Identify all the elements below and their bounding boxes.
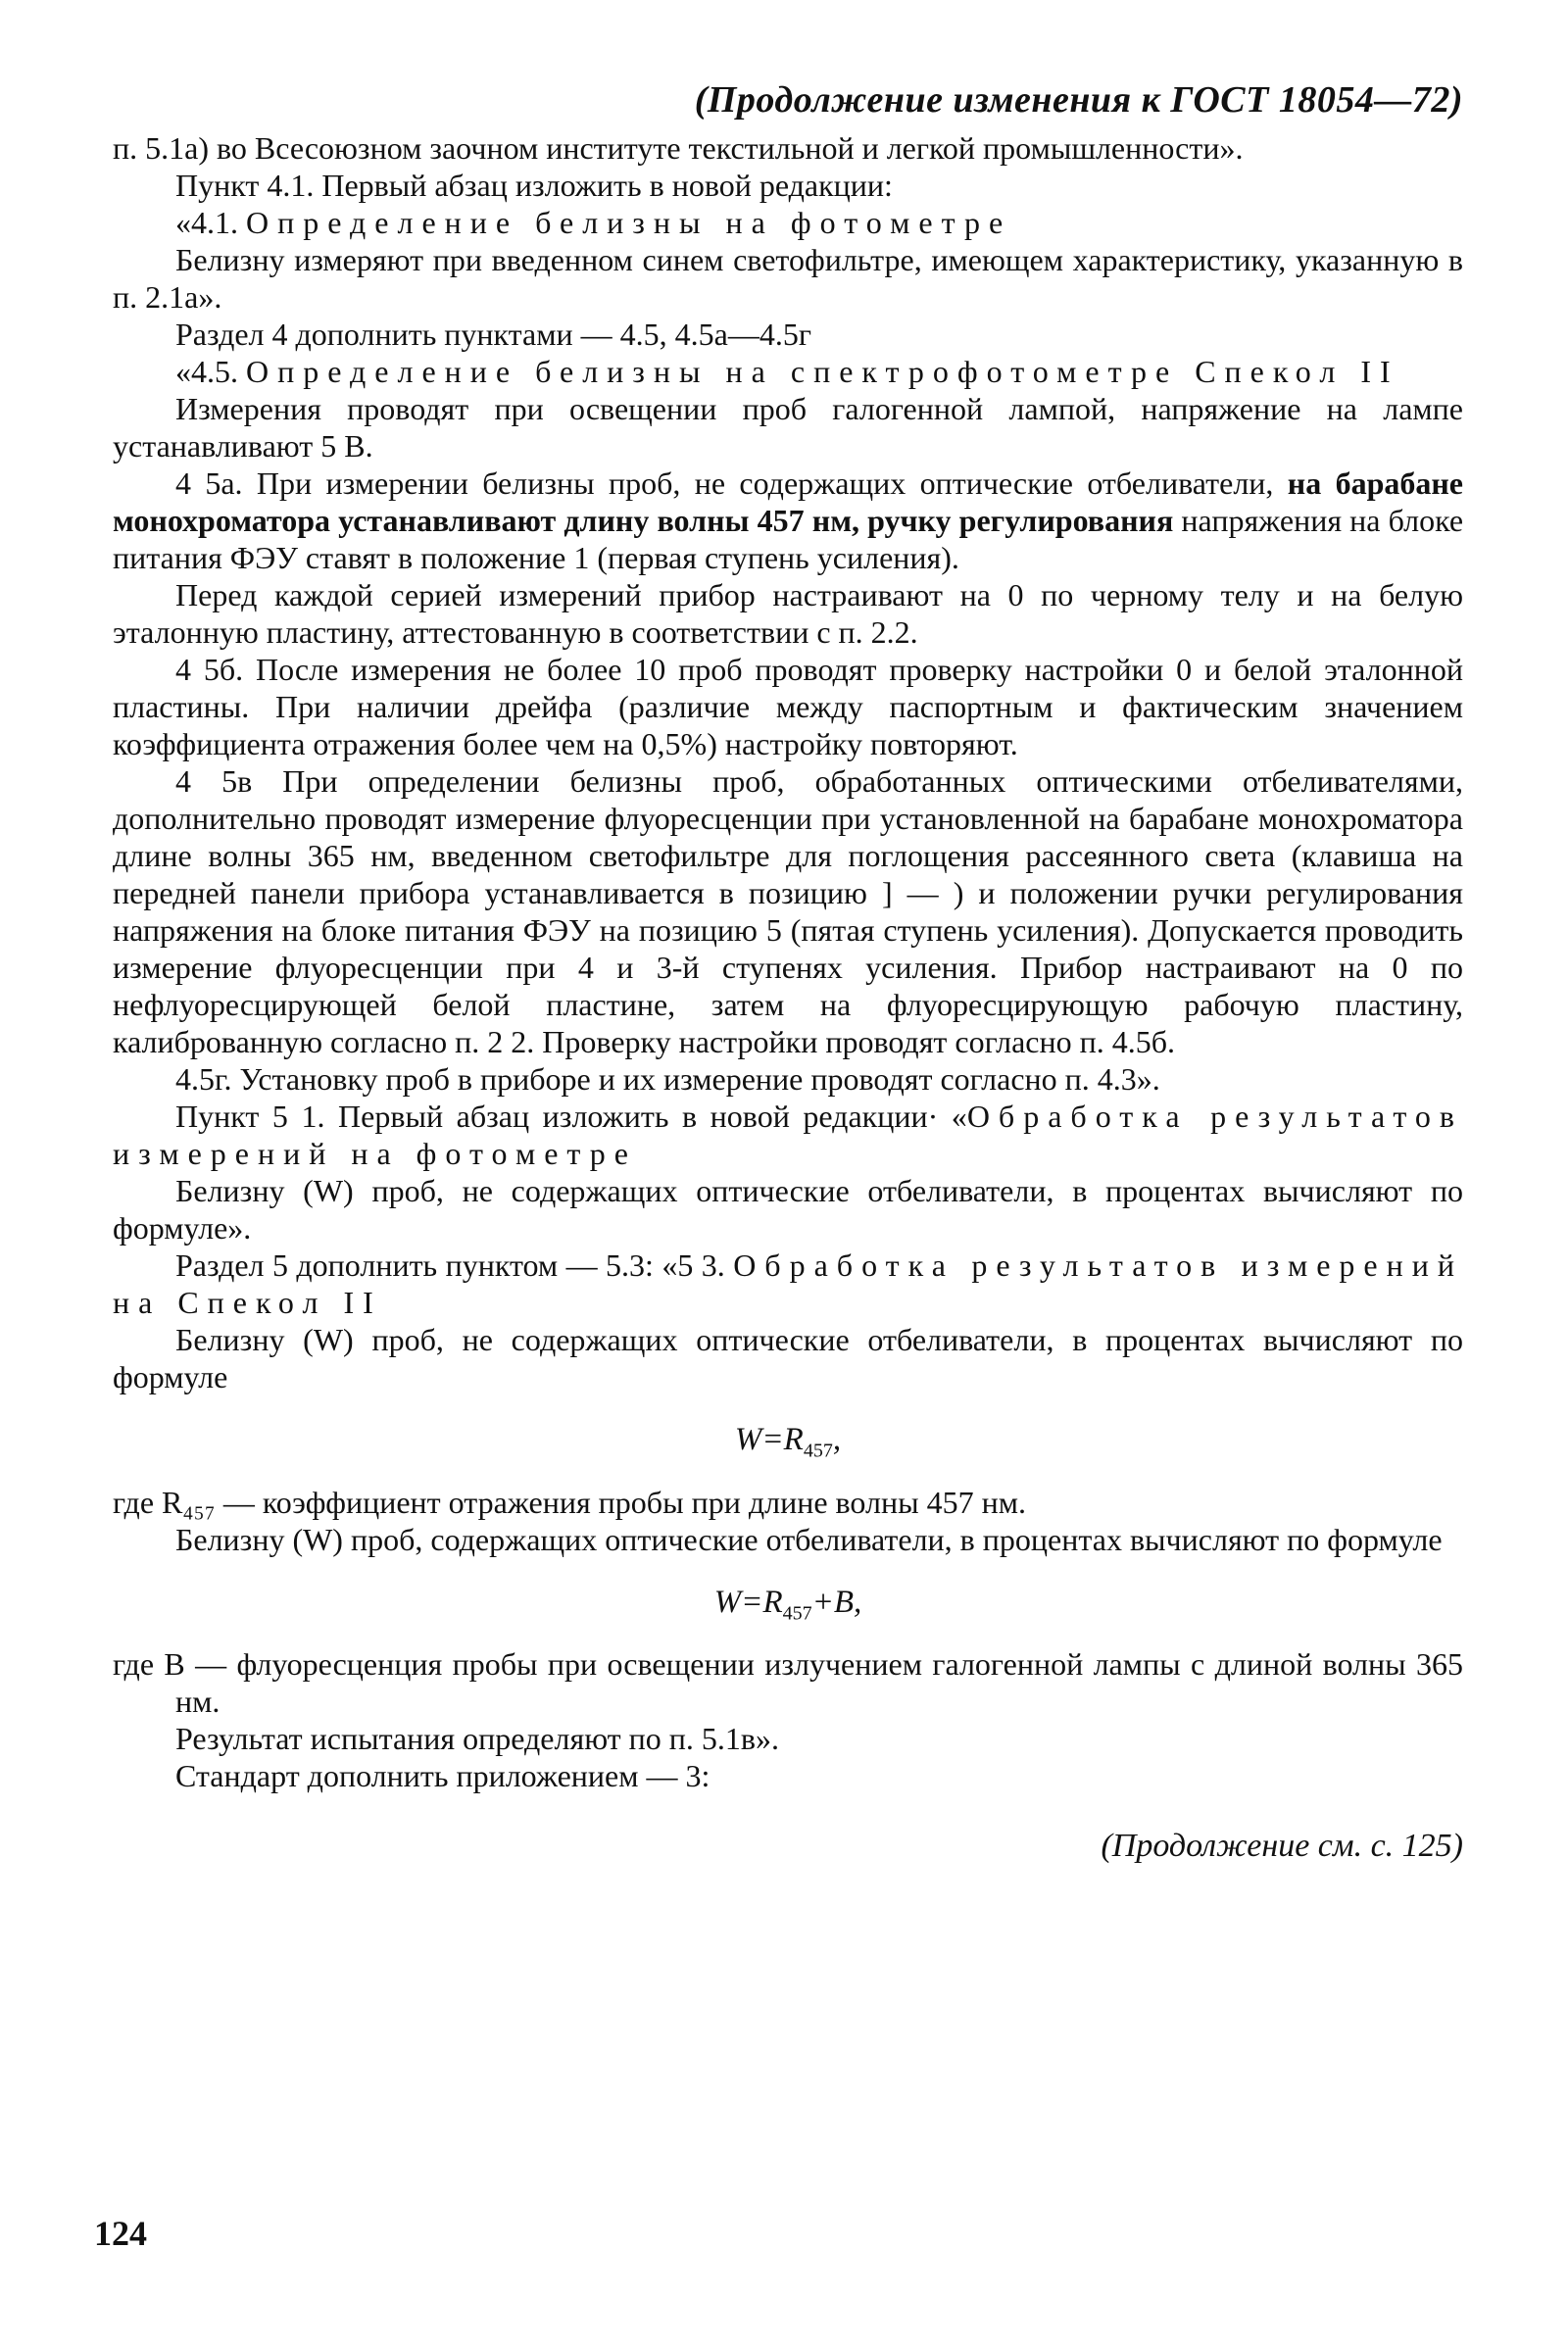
paragraph-11: 4 5в При определении белизны проб, обработанных оптическими отбеливателями, дополнительно проводят измерение флуоресценции при установленной на барабане монохроматора длине волны 365 нм, введенном светофильтре для поглощения рассеянного света (клавиша на передней панели прибора устанавливается в позицию ] — ) и положении ручки регулирования напряжения на блоке питания ФЭУ на позицию 5 (пятая ступень усиления). Допускается проводить измерение флуоресценции при 4 и 3-й ступенях усиления. Прибор настраивают на 0 по нефлуоресцирующей белой пластине, затем на флуоресцирующую рабочую пластину, калиброванную согласно п. 2 2. Проверку настройки проводят согласно п. 4.5б.	[113, 763, 1463, 1059]
paragraph-9: Перед каждой серией измерений прибор настраивают на 0 по черному телу и на белую эталонную пластину, аттестованную в соответствии с п. 2.2.	[113, 577, 1463, 650]
section-title-4-1: Определение белизны на фотометре	[246, 205, 1012, 240]
paragraph-4: Белизну измеряют при введенном синем светофильтре, имеющем характеристику, указанную в п. 2.1а».	[113, 242, 1463, 315]
paragraph-16: Белизну (W) проб, не содержащих оптические отбеливатели, в процентах вычисляют по формуле	[113, 1322, 1463, 1394]
continuation-note: (Продолжение см. с. 125)	[1101, 1828, 1463, 1865]
section-title-4-5: Определение белизны на спектрофотометре Спекол II	[246, 354, 1399, 389]
document-body	[113, 129, 1463, 1794]
formula-2	[113, 1584, 1463, 1633]
page-header: (Продолжение изменения к ГОСТ 18054—72)	[694, 79, 1463, 121]
paragraph-21: Стандарт дополнить приложением — 3:	[175, 1758, 710, 1794]
formula-2-end: +B,	[811, 1584, 862, 1620]
paragraph-19: где B — флуоресценция пробы при освещении излучением галогенной лампы с длиной волны 365 нм.	[113, 1646, 1463, 1720]
section-title-5-1: Обработка результатов измерений на фотометре	[113, 1099, 1464, 1171]
paragraph-15	[113, 1247, 1463, 1321]
paragraph-13	[113, 1098, 1463, 1172]
paragraph-17: где R₄₅₇ — коэффициент отражения пробы при длине волны 457 нм.	[113, 1484, 1026, 1520]
paragraph-18: Белизну (W) проб, содержащих оптические отбеливатели, в процентах вычисляют по формуле	[175, 1521, 1443, 1557]
paragraph-7: Измерения проводят при освещении проб галогенной лампой, напряжение на лампе устанавливают 5 В.	[113, 391, 1463, 464]
paragraph-15-prefix: Раздел 5 дополнить пунктом — 5.3: «5 3.	[175, 1247, 734, 1283]
paragraph-8-end: напряжения на блоке питания ФЭУ ставят в положение 1 (первая ступень усиления).	[113, 503, 1464, 575]
formula-1-subscript: 457	[803, 1440, 833, 1462]
formula-2-subscript: 457	[782, 1602, 812, 1625]
paragraph-8-start: 4 5а. При измерении белизны проб, не содержащих оптические отбеливатели,	[175, 465, 1274, 501]
paragraph-13-prefix: Пункт 5 1. Первый абзац изложить в новой редакции· «	[175, 1099, 967, 1134]
paragraph-6-prefix: «4.5.	[175, 354, 246, 389]
formula-1-main: W=R	[734, 1422, 804, 1457]
paragraph-12: 4.5г. Установку проб в приборе и их измерение проводят согласно п. 4.3».	[175, 1061, 1160, 1097]
paragraph-8	[113, 465, 1463, 576]
section-title-5-3: Обработка результатов измерений на Спекол II	[113, 1247, 1464, 1320]
page-number: 124	[94, 2214, 147, 2253]
paragraph-3	[113, 204, 1463, 241]
paragraph-6	[113, 353, 1463, 390]
paragraph-20: Результат испытания определяют по п. 5.1в».	[175, 1721, 780, 1757]
paragraph-5: Раздел 4 дополнить пунктами — 4.5, 4.5а—4.5г	[175, 317, 811, 352]
formula-2-main: W=R	[713, 1584, 783, 1620]
formula-1	[113, 1421, 1463, 1470]
paragraph-2: Пункт 4.1. Первый абзац изложить в новой редакции:	[175, 168, 893, 203]
document-page	[113, 78, 1463, 1865]
paragraph-10: 4 5б. После измерения не более 10 проб проводят проверку настройки 0 и белой эталонной пластины. При наличии дрейфа (различие между паспортным и фактическим значением коэффициента отражения более чем на 0,5%) настройку повторяют.	[113, 652, 1463, 761]
paragraph-1: п. 5.1а) во Всесоюзном заочном институте текстильной и легкой промышленности».	[113, 130, 1244, 166]
paragraph-14: Белизну (W) проб, не содержащих оптические отбеливатели, в процентах вычисляют по формуле».	[113, 1173, 1463, 1246]
formula-1-end: ,	[832, 1422, 842, 1457]
paragraph-3-prefix: «4.1.	[175, 205, 246, 240]
paragraph-8-bold: на барабане монохроматора устанавливают длину волны 457 нм, ручку регулирования	[113, 465, 1464, 538]
